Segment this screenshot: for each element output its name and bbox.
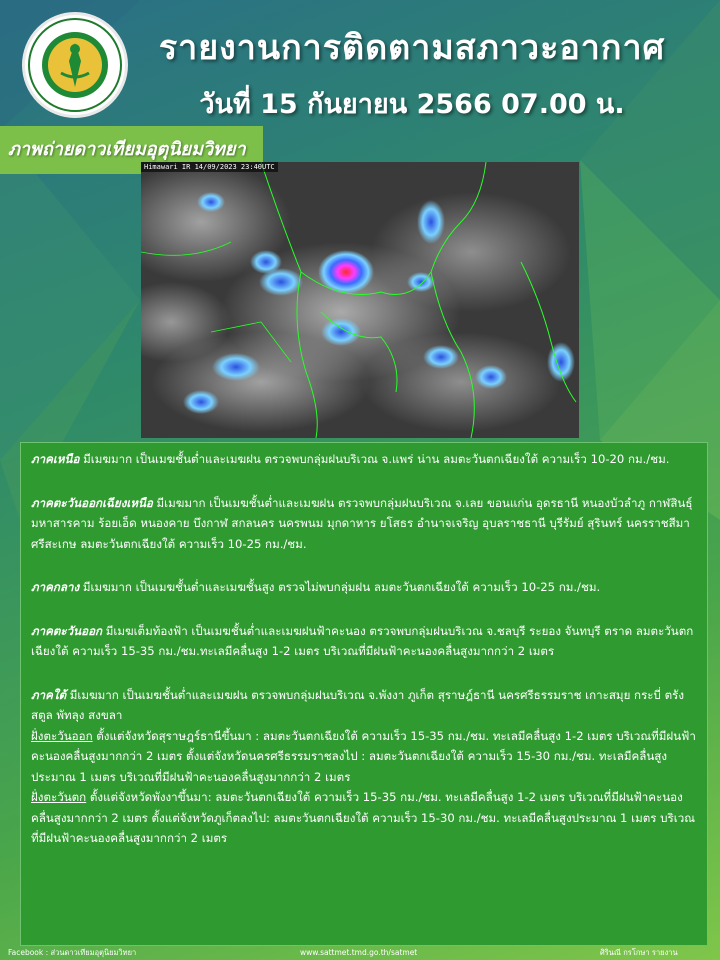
report-east bbox=[31, 621, 697, 662]
page-title: รายงานการติดตามสภาวะอากาศ bbox=[158, 28, 666, 68]
satellite-ir-image bbox=[141, 162, 579, 438]
weather-report bbox=[20, 442, 708, 946]
south-east-coast-label: ฝั่งตะวันออก bbox=[31, 728, 93, 743]
region-label: ภาคกลาง bbox=[31, 580, 80, 594]
report-central bbox=[31, 577, 697, 598]
report-northeast bbox=[31, 493, 697, 555]
report-date: วันที่ 15 กันยายน 2566 07.00 น. bbox=[199, 89, 625, 120]
south-west-coast-label: ฝั่งตะวันตก bbox=[31, 790, 87, 804]
region-text: มีเมฆเต็มท้องฟ้า เป็นเมฆชั้นต่ำและเมฆฝนฟ้าคะนอง ตรวจพบกลุ่มฝนบริเวณ จ.ชลบุรี ระยอง จันทบุรี ตราด ลมตะวันตกเฉียงใต้ ความเร็ว 15-35 กม./ชม.ทะเลมีคลื่นสูง 1-2 เมตร บริเวณที่มีฝนฟ้าคะนองคลื่นสูงมากกว่า 2 เมตร bbox=[31, 623, 694, 658]
satellite-image bbox=[141, 162, 579, 438]
region-text: มีเมฆมาก เป็นเมฆชั้นต่ำและเมฆฝน ตรวจพบกลุ่มฝนบริเวณ จ.เลย ขอนแก่น อุดรธานี หนองบัวลำภู กาฬสินธุ์ มหาสารคาม ร้อยเอ็ด หนองคาย บึงกาฬ สกลนคร นครพนม มุกดาหาร ยโสธร อำนาจเจริญ อุบลราชธานี บุรีรัมย์ สุรินทร์ นครราชสีมา ศรีสะเกษ ลมตะวันตกเฉียงใต้ ความเร็ว 10-25 กม./ชม. bbox=[31, 495, 693, 551]
website-link[interactable]: www.sattmet.tmd.go.th/satmet bbox=[300, 948, 418, 957]
tmd-logo bbox=[22, 12, 128, 118]
region-text: มีเมฆมาก เป็นเมฆชั้นต่ำและเมฆฝน ตรวจพบกลุ่มฝนบริเวณ จ.พังงา ภูเก็ต สุราษฎ์ธานี นครศรีธรรมราช เกาะสมุย กระบี่ ตรัง สตูล พัทลุง สงขลา bbox=[31, 687, 684, 722]
region-label: ภาคใต้ bbox=[31, 687, 67, 702]
satellite-caption: Himawari IR 14/09/2023 23:40UTC bbox=[141, 162, 278, 172]
author-credit: ศิรินณี กรโกษา รายงาน bbox=[600, 948, 678, 957]
region-text: มีเมฆมาก เป็นเมฆชั้นต่ำและเมฆฝน ตรวจพบกลุ่มฝนบริเวณ จ.แพร่ น่าน ลมตะวันตกเฉียงใต้ ความเร็ว 10-20 กม./ชม. bbox=[79, 452, 670, 466]
header bbox=[0, 0, 720, 125]
footer bbox=[0, 946, 720, 960]
tmd-emblem-icon bbox=[25, 15, 125, 115]
region-label: ภาคตะวันออก bbox=[31, 623, 103, 638]
south-west-coast-text: ตั้งแต่จังหวัดพังงาขึ้นมา: ลมตะวันตกเฉียงใต้ ความเร็ว 15-35 กม./ชม. ทะเลมีคลื่นสูง 1-2 เมตร บริเวณที่มีฝนฟ้าคะนองคลื่นสูงมากกว่า 2 เมตร ตั้งแต่จังหวัดภูเก็ตลงไป: ลมตะวันตกเฉียงใต้ ความเร็ว 15-30 กม./ชม. ทะเลมีคลื่นสูงประมาณ 1 เมตร บริเวณที่มีฝนฟ้าคะนองคลื่นสูงมากกว่า 2 เมตร bbox=[31, 790, 695, 845]
south-east-coast-text: ตั้งแต่จังหวัดสุราษฎร์ธานีขึ้นมา : ลมตะวันตกเฉียงใต้ ความเร็ว 15-35 กม./ชม. ทะเลมีคลื่นสูง 1-2 เมตร บริเวณที่มีฝนฟ้าคะนองคลื่นสูงมากกว่า 2 เมตร ตั้งแต่จังหวัดนครศรีธรรมราชลงไป : ลมตะวันตกเฉียงใต้ ความเร็ว 15-30 กม./ชม. ทะเลมีคลื่นสูงประมาณ 1 เมตร บริเวณที่มีฝนฟ้าคะนองคลื่นสูงมากกว่า 2 เมตร bbox=[31, 728, 696, 784]
report-north bbox=[31, 449, 697, 470]
facebook-link[interactable]: Facebook : ส่วนดาวเทียมอุตุนิยมวิทยา bbox=[8, 948, 137, 957]
report-south bbox=[31, 685, 697, 849]
section-label: ภาพถ่ายดาวเทียมอุตุนิยมวิทยา bbox=[0, 126, 263, 174]
region-label: ภาคเหนือ bbox=[31, 452, 80, 466]
region-label: ภาคตะวันออกเฉียงเหนือ bbox=[31, 495, 153, 510]
region-text: มีเมฆมาก เป็นเมฆชั้นต่ำและเมฆชั้นสูง ตรวจไม่พบกลุ่มฝน ลมตะวันตกเฉียงใต้ ความเร็ว 10-25 กม./ชม. bbox=[79, 580, 601, 594]
